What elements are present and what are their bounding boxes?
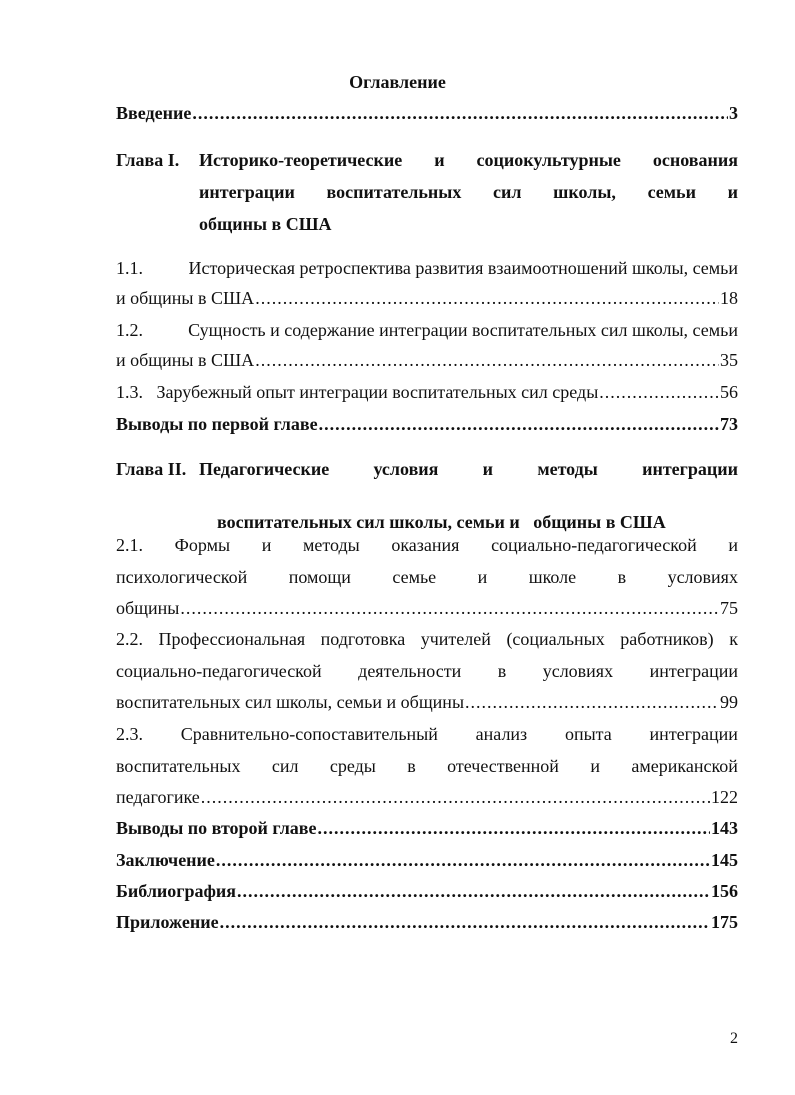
section-word: в	[407, 756, 416, 776]
toc-page: 143	[711, 818, 738, 838]
toc-entry-2-3-end[interactable]	[116, 786, 738, 808]
section-number: 1.2.	[116, 320, 143, 340]
heading-word: воспитательных сил школы, семьи и общины в США	[217, 512, 666, 532]
toc-entry-1-1[interactable]	[116, 257, 738, 279]
toc-page: 156	[711, 881, 738, 901]
section-word: социально-педагогической	[116, 661, 322, 681]
toc-label: общины	[116, 598, 180, 618]
section-word: условиях	[542, 661, 614, 681]
section-word: в	[497, 661, 507, 681]
section-word: в	[617, 567, 627, 587]
toc-page: 56	[720, 382, 738, 402]
section-word: и	[728, 535, 738, 555]
page-number: 2	[730, 1030, 738, 1047]
section-word: и	[477, 567, 488, 587]
toc-label: воспитательных сил школы, семьи и общины	[116, 692, 465, 712]
toc-entry-2-2-end[interactable]	[116, 691, 738, 713]
section-word: 2.1.	[116, 535, 143, 555]
heading-word: Историко-теоретические	[199, 150, 403, 170]
chapter-1-label: Глава I.	[116, 150, 180, 170]
toc-entry-1-1-cont[interactable]	[116, 287, 738, 309]
toc-entry-chapter-1-conclusion[interactable]	[116, 413, 738, 435]
section-word: 2.3.	[116, 724, 143, 744]
page-title: Оглавление	[349, 72, 446, 92]
heading-word: интеграции	[199, 182, 295, 202]
toc-dots	[318, 817, 711, 839]
heading-word: школы,	[553, 182, 616, 202]
toc-entry-conclusion[interactable]	[116, 849, 738, 871]
section-word: помощи	[288, 567, 351, 587]
toc-entry-2-2-cont[interactable]	[116, 660, 738, 682]
section-word: опыта	[564, 724, 612, 744]
toc-dots	[216, 849, 710, 871]
toc-entry-2-2[interactable]	[116, 628, 738, 650]
toc-page: 99	[720, 692, 738, 712]
section-word: школе	[528, 567, 577, 587]
toc-dots	[201, 786, 710, 808]
toc-dots	[192, 102, 728, 124]
toc-dots	[255, 349, 719, 371]
section-word: подготовка	[320, 629, 406, 649]
toc-label: Приложение	[116, 912, 219, 932]
chapter-2-label: Глава II.	[116, 459, 187, 479]
toc-entry-2-1-cont[interactable]	[116, 566, 738, 588]
toc-dots	[465, 691, 719, 713]
toc-entry-2-3-cont[interactable]	[116, 755, 738, 777]
heading-word: методы	[537, 459, 598, 479]
toc-page: 75	[720, 598, 738, 618]
section-word: к	[729, 629, 738, 649]
heading-word: условия	[373, 459, 439, 479]
section-word: социально-педагогической	[491, 535, 697, 555]
section-number: 1.1.	[116, 258, 143, 278]
toc-label: Выводы по первой главе	[116, 414, 318, 434]
toc-entry-1-2[interactable]	[116, 319, 738, 341]
section-word: воспитательных	[116, 756, 241, 776]
heading-word: интеграции	[642, 459, 738, 479]
toc-entry-2-3[interactable]	[116, 723, 738, 745]
chapter-1-heading-line	[199, 149, 738, 171]
toc-label: 1.3. Зарубежный опыт интеграции воспитательных сил среды	[116, 382, 599, 402]
toc-page: 73	[720, 414, 738, 434]
toc-dots	[319, 413, 719, 435]
toc-dots	[237, 880, 710, 902]
toc-page: 35	[720, 350, 738, 370]
toc-label: и общины в США	[116, 288, 255, 308]
toc-page: 3	[729, 103, 738, 123]
toc-entry-appendix[interactable]	[116, 911, 738, 933]
toc-page: 122	[711, 787, 738, 807]
toc-entry-intro[interactable]	[116, 102, 738, 124]
section-word: Профессиональная	[158, 629, 306, 649]
toc-label: Введение	[116, 103, 192, 123]
toc-entry-1-2-cont[interactable]	[116, 349, 738, 371]
heading-word: общины в США	[199, 214, 332, 234]
toc-dots	[180, 597, 719, 619]
section-word: американской	[631, 756, 738, 776]
heading-word: и	[727, 182, 738, 202]
chapter-2-heading-line	[199, 458, 738, 480]
section-word: учителей	[420, 629, 491, 649]
heading-word: основания	[652, 150, 738, 170]
section-word: интеграции	[649, 661, 738, 681]
chapter-1-heading-line	[199, 213, 738, 235]
section-word: психологической	[116, 567, 248, 587]
toc-entry-1-3[interactable]	[116, 381, 738, 403]
toc-dots	[599, 381, 719, 403]
toc-label: Библиография	[116, 881, 237, 901]
heading-word: семьи	[647, 182, 696, 202]
toc-dots	[255, 287, 719, 309]
section-word: условиях	[667, 567, 738, 587]
heading-word: воспитательных	[326, 182, 462, 202]
section-word: методы	[302, 535, 360, 555]
toc-label: Выводы по второй главе	[116, 818, 317, 838]
toc-label: Заключение	[116, 850, 215, 870]
toc-page: 175	[711, 912, 738, 932]
section-word: отечественной	[447, 756, 559, 776]
toc-entry-bibliography[interactable]	[116, 880, 738, 902]
heading-word: и	[434, 150, 445, 170]
toc-page: 18	[720, 288, 738, 308]
section-word: Формы	[174, 535, 231, 555]
toc-entry-chapter-2-conclusion[interactable]	[116, 817, 738, 839]
toc-dots	[220, 911, 710, 933]
section-title-part: Сущность и содержание интеграции воспитательных сил школы, семьи	[188, 320, 738, 340]
heading-word: социокультурные	[476, 150, 621, 170]
section-word: интеграции	[649, 724, 738, 744]
section-word: и	[590, 756, 600, 776]
section-word: работников)	[620, 629, 714, 649]
section-word: оказания	[391, 535, 460, 555]
section-title-part: Историческая ретроспектива развития взаимоотношений школы, семьи	[188, 258, 738, 278]
section-word: и	[261, 535, 272, 555]
section-word: сил	[271, 756, 299, 776]
toc-entry-2-1-end[interactable]	[116, 597, 738, 619]
heading-word: Педагогические	[199, 459, 330, 479]
section-word: среды	[329, 756, 376, 776]
section-word: (социальных	[506, 629, 605, 649]
heading-word: и	[482, 459, 494, 479]
chapter-1-heading-line	[199, 181, 738, 203]
heading-word: сил	[493, 182, 522, 202]
toc-label: педагогике	[116, 787, 200, 807]
toc-page: 145	[711, 850, 738, 870]
section-word: деятельности	[358, 661, 462, 681]
section-word: семье	[392, 567, 437, 587]
section-word: Сравнительно-сопоставительный	[180, 724, 438, 744]
toc-label: и общины в США	[116, 350, 255, 370]
toc-entry-2-1[interactable]	[116, 534, 738, 556]
section-word: анализ	[475, 724, 528, 744]
section-word: 2.2.	[116, 629, 143, 649]
